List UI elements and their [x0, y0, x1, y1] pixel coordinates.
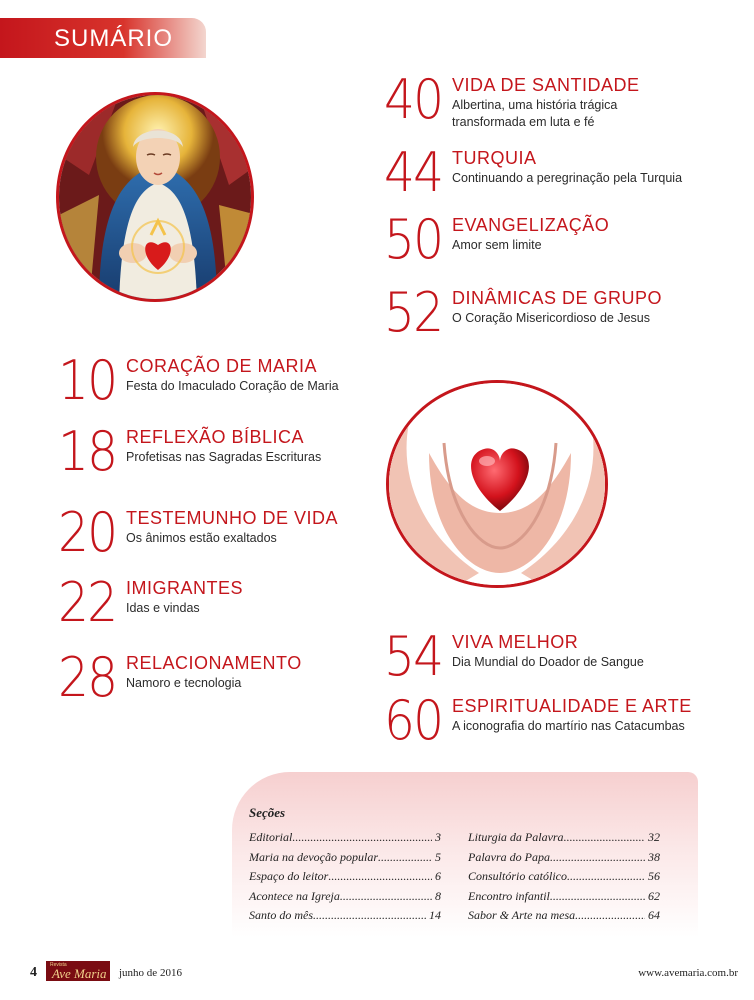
section-label: Encontro infantil [468, 888, 550, 903]
footer-page-number: 4 [30, 965, 37, 980]
section-label: Palavra do Papa [468, 849, 550, 864]
sections-panel [232, 772, 698, 937]
section-page: 14 [429, 908, 441, 922]
section-label: Liturgia da Palavra [468, 830, 564, 844]
logo-small-text: Revista [50, 962, 67, 968]
section-page: 62 [648, 888, 660, 903]
entry-page-number: 54 [384, 625, 443, 688]
entry-page-number: 20 [58, 501, 117, 564]
magazine-logo [46, 961, 110, 981]
sections-left-column [249, 828, 441, 926]
entry-title: RELACIONAMENTO [126, 653, 302, 673]
entry-subtitle: O Coração Misericordioso de Jesus [452, 311, 650, 325]
entry-title: VIVA MELHOR [452, 632, 579, 652]
section-label: Maria na devoção popular [249, 849, 378, 864]
section-page: 8 [435, 888, 441, 903]
section-item[interactable] [468, 848, 660, 868]
entry-page-number: 44 [384, 141, 443, 204]
section-label: Santo do mês [249, 908, 313, 922]
page-title: SUMÁRIO [54, 25, 174, 52]
entry-title: DINÂMICAS DE GRUPO [452, 288, 663, 308]
section-page: 56 [648, 869, 660, 883]
leader-dots [550, 887, 645, 907]
entry-subtitle: Idas e vindas [126, 601, 200, 615]
entry-page-number: 10 [58, 349, 117, 412]
entry-title: CORAÇÃO DE MARIA [126, 356, 318, 376]
section-page: 38 [648, 849, 660, 864]
hands-heart-image [386, 380, 608, 588]
leader-dots [564, 828, 645, 848]
section-item[interactable] [249, 887, 441, 907]
leader-dots [378, 848, 432, 868]
entry-subtitle: Continuando a peregrinação pela Turquia [452, 171, 683, 185]
entry-subtitle: Os ânimos estão exaltados [126, 531, 277, 545]
leader-dots [575, 906, 645, 926]
entry-page-number: 28 [58, 646, 117, 709]
section-label: Consultório católico [468, 869, 567, 883]
entry-page-number: 52 [384, 281, 443, 344]
section-item[interactable] [468, 828, 660, 848]
section-item[interactable] [249, 848, 441, 868]
section-page: 32 [648, 830, 660, 844]
entry-subtitle: Profetisas nas Sagradas Escrituras [126, 450, 322, 464]
virgin-mary-image [56, 92, 254, 302]
entry-page-number: 18 [58, 420, 117, 483]
footer-date: junho de 2016 [119, 967, 182, 979]
entry-title: TURQUIA [452, 148, 537, 168]
section-item[interactable] [468, 887, 660, 907]
sections-right-column [468, 828, 660, 926]
entry-subtitle: Albertina, uma história trágica transformada em luta e fé [452, 98, 618, 129]
footer-website-link[interactable]: www.avemaria.com.br [638, 967, 738, 979]
entry-title: VIDA DE SANTIDADE [452, 75, 640, 95]
entry-title: IMIGRANTES [126, 578, 244, 598]
section-page: 64 [648, 908, 660, 922]
entry-title: REFLEXÃO BÍBLICA [126, 427, 305, 447]
section-page: 6 [435, 869, 441, 883]
leader-dots [292, 828, 432, 848]
sections-heading: Seções [249, 805, 286, 820]
entry-page-number: 40 [384, 68, 443, 131]
leader-dots [328, 867, 432, 887]
section-label: Espaço do leitor [249, 869, 329, 883]
section-label: Acontece na Igreja [249, 888, 340, 903]
entry-page-number: 60 [384, 689, 443, 752]
logo-title: Ave Maria [52, 966, 107, 981]
section-page: 3 [435, 830, 441, 844]
entry-subtitle: Amor sem limite [452, 238, 542, 252]
entry-title: TESTEMUNHO DE VIDA [126, 508, 339, 528]
section-item[interactable] [468, 906, 660, 926]
section-item[interactable] [249, 906, 441, 926]
entry-page-number: 22 [58, 571, 117, 634]
leader-dots [313, 906, 426, 926]
entry-subtitle: A iconografia do martírio nas Catacumbas [452, 719, 685, 733]
section-header-tab [0, 18, 206, 58]
entry-subtitle: Dia Mundial do Doador de Sangue [452, 655, 644, 669]
leader-dots [567, 867, 645, 887]
section-label: Sabor & Arte na mesa [468, 908, 576, 922]
section-page: 5 [435, 849, 441, 864]
entry-subtitle: Festa do Imaculado Coração de Maria [126, 379, 339, 393]
section-item[interactable] [468, 867, 660, 887]
entry-subtitle: Namoro e tecnologia [126, 676, 242, 690]
entry-page-number: 50 [384, 208, 443, 271]
section-label: Editorial [249, 830, 293, 844]
entry-title: ESPIRITUALIDADE E ARTE [452, 696, 692, 716]
entry-title: EVANGELIZAÇÃO [452, 215, 610, 235]
hands-with-heart-illustration [389, 383, 608, 588]
leader-dots [550, 848, 645, 868]
virgin-mary-illustration [59, 95, 254, 302]
section-item[interactable] [249, 867, 441, 887]
section-item[interactable] [249, 828, 441, 848]
leader-dots [340, 887, 432, 907]
